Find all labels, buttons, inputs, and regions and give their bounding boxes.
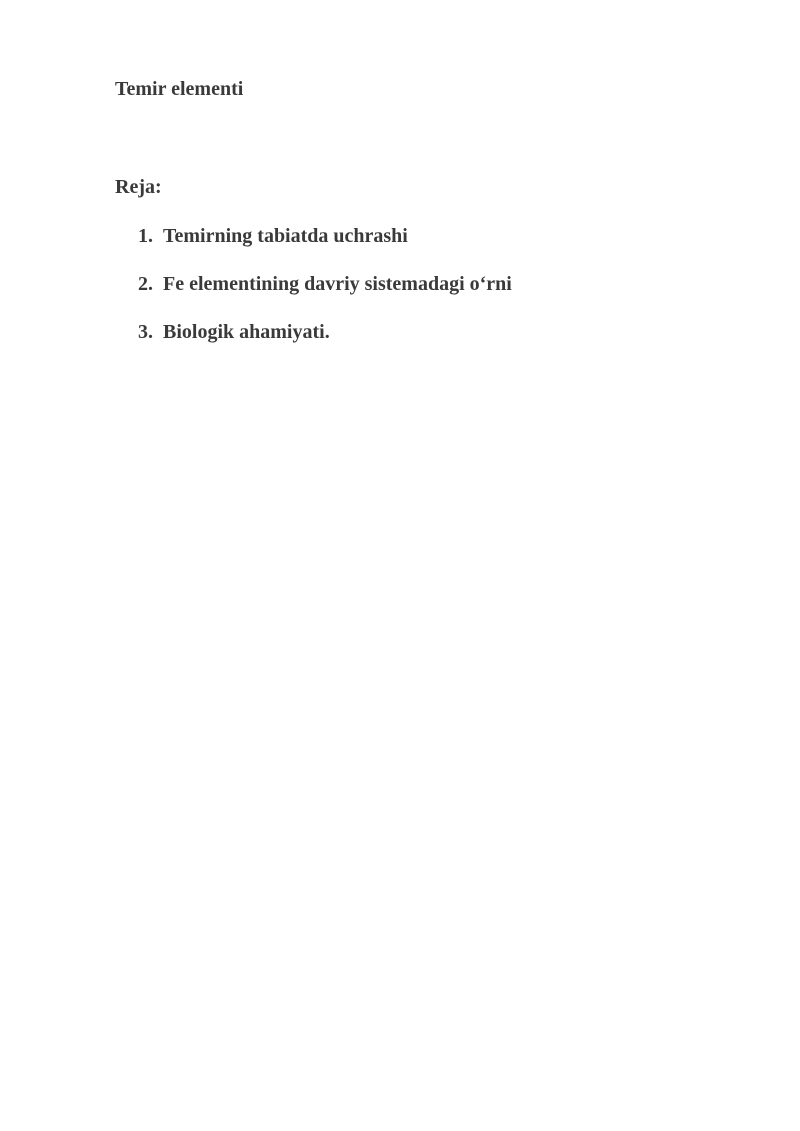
plan-item-text: Temirning tabiatda uchrashi [163, 225, 408, 247]
plan-item-text: Biologik ahamiyati. [163, 321, 330, 343]
plan-item-number: 3. [138, 321, 153, 343]
plan-item-number: 1. [138, 225, 153, 247]
plan-heading: Reja: [115, 176, 162, 198]
plan-item-1 [138, 223, 512, 271]
plan-list [138, 223, 512, 367]
document-title: Temir elementi [115, 78, 244, 100]
plan-item-text: Fe elementining davriy sistemadagi o‘rni [163, 273, 512, 295]
plan-item-2 [138, 271, 512, 319]
plan-item-3 [138, 319, 512, 367]
plan-item-number: 2. [138, 273, 153, 295]
